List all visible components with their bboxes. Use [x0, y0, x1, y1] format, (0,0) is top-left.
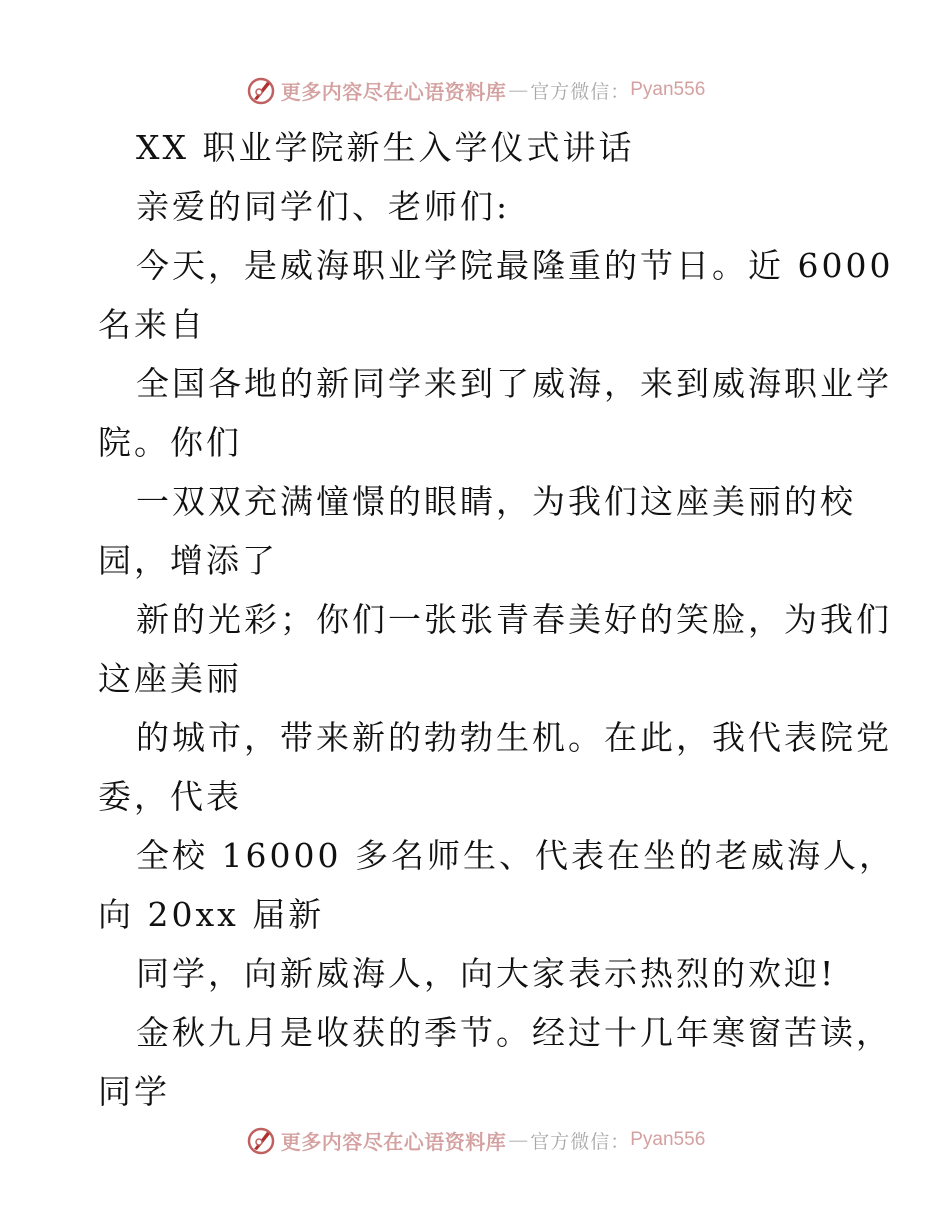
paragraph-line: 院。你们 — [98, 423, 242, 462]
watermark-wechat-id: Pyan556 — [630, 1129, 706, 1150]
quill-circle-logo-icon — [245, 1124, 277, 1156]
paragraph-line: 名来自 — [98, 305, 206, 344]
salutation: 亲爱的同学们、老师们: — [136, 187, 511, 226]
watermark-text: 更多内容尽在心语资料库 — [280, 1129, 507, 1154]
paragraph-line: 园，增添了 — [98, 541, 278, 580]
document-body — [98, 118, 895, 1121]
watermark-wechat-id: Pyan556 — [630, 79, 706, 100]
watermark-separator: — — [508, 1128, 529, 1152]
paragraph-line: 今天，是威海职业学院最隆重的节日。近 6000 — [136, 246, 894, 285]
paragraph-line: 向 20xx 届新 — [98, 895, 325, 934]
paragraph-line: 同学 — [98, 1072, 170, 1111]
watermark-separator: — — [508, 78, 529, 102]
paragraph-line: 同学，向新威海人，向大家表示热烈的欢迎! — [136, 954, 837, 993]
quill-circle-logo-icon — [245, 74, 277, 106]
watermark-wechat-label: 官方微信： — [530, 80, 631, 103]
watermark-wechat-label: 官方微信： — [530, 1130, 631, 1153]
paragraph-line: 全校 16000 多名师生、代表在坐的老威海人， — [136, 836, 895, 875]
document-title: XX 职业学院新生入学仪式讲话 — [136, 128, 635, 167]
watermark-text: 更多内容尽在心语资料库 — [280, 79, 507, 104]
footer-watermark — [0, 1120, 950, 1160]
paragraph-line: 的城市，带来新的勃勃生机。在此，我代表院党 — [136, 718, 892, 757]
paragraph-line: 这座美丽 — [98, 659, 242, 698]
paragraph-line: 金秋九月是收获的季节。经过十几年寒窗苦读， — [136, 1013, 892, 1052]
paragraph-line: 一双双充满憧憬的眼睛，为我们这座美丽的校 — [136, 482, 856, 521]
paragraph-line: 全国各地的新同学来到了威海，来到威海职业学 — [136, 364, 892, 403]
paragraph-line: 委，代表 — [98, 777, 242, 816]
paragraph-line: 新的光彩；你们一张张青春美好的笑脸，为我们 — [136, 600, 892, 639]
header-watermark — [0, 70, 950, 110]
